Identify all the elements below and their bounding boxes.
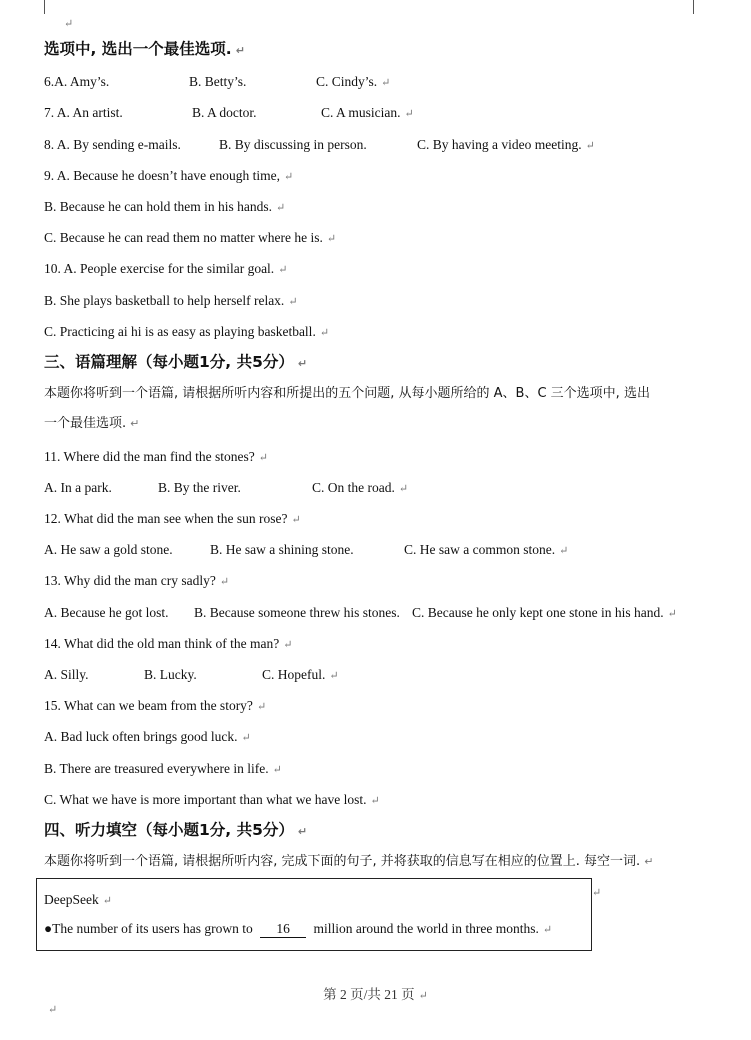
q15-option-c: C. What we have is more important than what we have lost. ↵ xyxy=(44,792,380,807)
section4-instruction: 本题你将听到一个语篇, 请根据所听内容, 完成下面的句子, 并将获取的信息写在相应的位置上. 每空一词. ↵ xyxy=(44,854,654,869)
paragraph-mark-bottom: ↵ xyxy=(48,1004,58,1016)
q9-option-a: 9. A. Because he doesn’t have enough time, ↵ xyxy=(44,168,294,183)
q12-question: 12. What did the man see when the sun rose? ↵ xyxy=(44,511,301,526)
q11-options: A. In a park. B. By the river. C. On the road. ↵ xyxy=(44,480,409,495)
q14-options: A. Silly. B. Lucky. C. Hopeful. ↵ xyxy=(44,667,339,682)
page-edge-right xyxy=(693,0,694,14)
q7-options: 7. A. An artist. B. A doctor. C. A musician. ↵ xyxy=(44,105,414,120)
fill-in-box xyxy=(36,878,592,951)
q8-options: 8. A. By sending e-mails. B. By discussing in person. C. By having a video meeting. ↵ xyxy=(44,137,595,152)
q6-options: 6.A. Amy’s. B. Betty’s. C. Cindy’s. ↵ xyxy=(44,74,391,89)
section4-title: 四、听力填空（每小题1分, 共5分） ↵ xyxy=(44,821,308,839)
paragraph-mark: ↵ xyxy=(64,18,74,30)
section3-title: 三、语篇理解（每小题1分, 共5分） ↵ xyxy=(44,353,308,371)
answer-blank: 16 xyxy=(260,921,306,938)
section3-instruction-line2: 一个最佳选项. ↵ xyxy=(44,416,140,431)
q15-question: 15. What can we beam from the story? ↵ xyxy=(44,698,267,713)
q12-options: A. He saw a gold stone. B. He saw a shining stone. C. He saw a common stone. ↵ xyxy=(44,542,569,557)
box-mark: ↵ xyxy=(592,887,602,899)
q10-option-c: C. Practicing ai hi is as easy as playing basketball. ↵ xyxy=(44,324,330,339)
q15-option-b: B. There are treasured everywhere in life. ↵ xyxy=(44,761,282,776)
section3-instruction-line1: 本题你将听到一个语篇, 请根据所听内容和所提出的五个问题, 从每小题所给的 A、B、C 三个选项中, 选出 xyxy=(44,386,650,401)
intro-tail: 选项中, 选出一个最佳选项. ↵ xyxy=(44,40,245,58)
box-title: DeepSeek ↵ xyxy=(44,892,112,907)
q10-option-a: 10. A. People exercise for the similar goal. ↵ xyxy=(44,261,288,276)
q9-option-b: B. Because he can hold them in his hands. ↵ xyxy=(44,199,286,214)
q9-option-c: C. Because he can read them no matter where he is. ↵ xyxy=(44,230,337,245)
box-sentence: ●The number of its users has grown to 16 million around the world in three months. ↵ xyxy=(44,921,553,936)
q13-question: 13. Why did the man cry sadly? ↵ xyxy=(44,573,230,588)
page-footer: 第 2 页/共 21 页 ↵ xyxy=(323,987,428,1002)
q10-option-b: B. She plays basketball to help herself relax. ↵ xyxy=(44,293,298,308)
q13-options: A. Because he got lost. B. Because someone threw his stones. C. Because he only kept one stone in his hand. ↵ xyxy=(44,605,677,620)
q14-question: 14. What did the old man think of the man? ↵ xyxy=(44,636,293,651)
page-edge-left xyxy=(44,0,45,14)
q15-option-a: A. Bad luck often brings good luck. ↵ xyxy=(44,729,251,744)
q11-question: 11. Where did the man find the stones? ↵ xyxy=(44,449,268,464)
